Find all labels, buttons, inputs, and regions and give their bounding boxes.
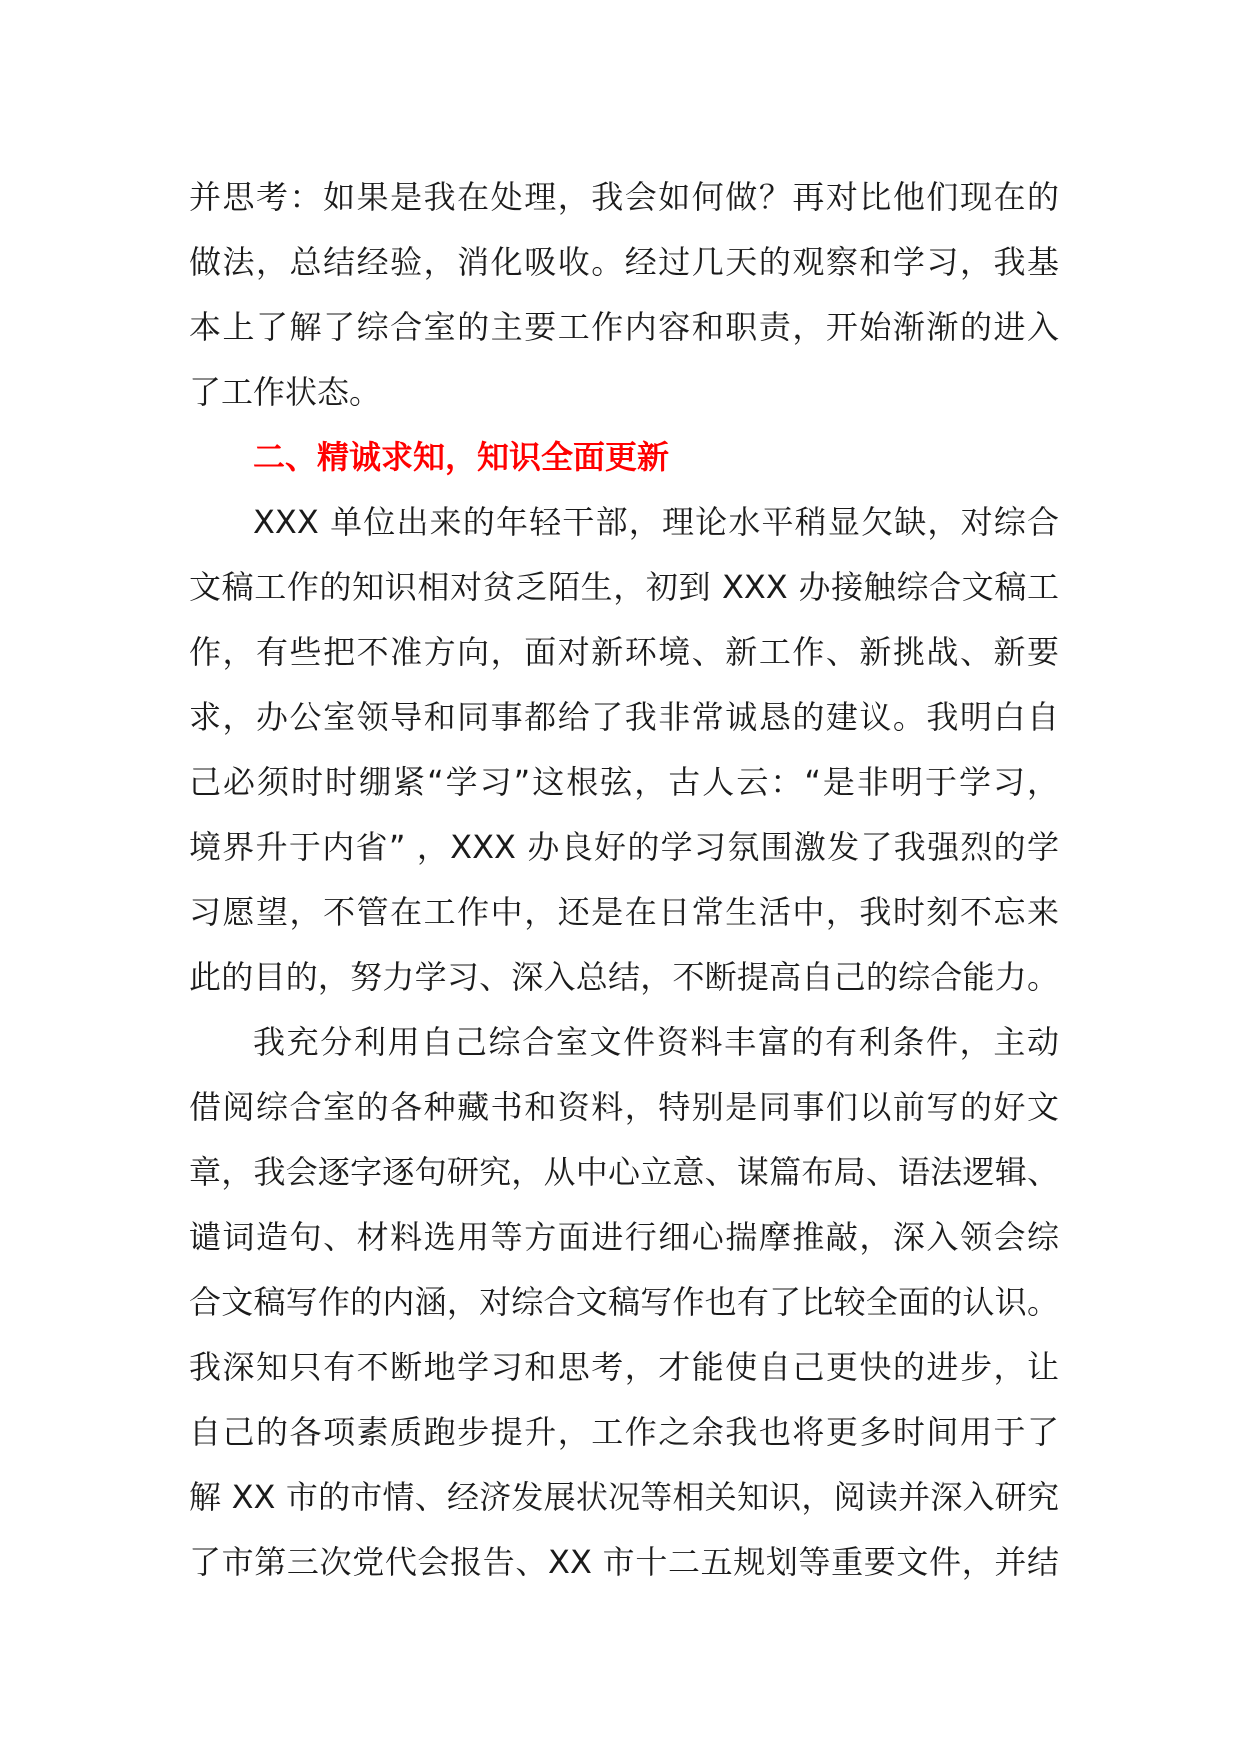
text-line: 并思考：如果是我在处理，我会如何做？再对比他们现在的 — [189, 178, 1059, 216]
text-line: 做法，总结经验，消化吸收。经过几天的观察和学习，我基 — [189, 243, 1059, 281]
text-line: 了市第三次党代会报告、XX 市十二五规划等重要文件，并结 — [189, 1543, 1059, 1581]
text-line: 作，有些把不准方向，面对新环境、新工作、新挑战、新要 — [189, 633, 1059, 671]
text-line: 章，我会逐字逐句研究，从中心立意、谋篇布局、语法逻辑、 — [189, 1153, 1059, 1191]
text-line: 谴词造句、材料选用等方面进行细心揣摩推敲，深入领会综 — [189, 1218, 1059, 1256]
text-line: 合文稿写作的内涵，对综合文稿写作也有了比较全面的认识。 — [189, 1283, 1059, 1321]
text-line: 己必须时时绷紧“学习”这根弦，古人云：“是非明于学习， — [189, 763, 1059, 801]
section-heading: 二、精诚求知，知识全面更新 — [253, 438, 670, 476]
text-line: 文稿工作的知识相对贫乏陌生，初到 XXX 办接触综合文稿工 — [189, 568, 1059, 606]
text-line: 我充分利用自己综合室文件资料丰富的有利条件，主动 — [253, 1023, 1059, 1061]
text-line: 习愿望，不管在工作中，还是在日常生活中，我时刻不忘来 — [189, 893, 1059, 931]
paragraph — [189, 165, 1059, 425]
text-line: 自己的各项素质跑步提升，工作之余我也将更多时间用于了 — [189, 1413, 1059, 1451]
text-line: 此的目的，努力学习、深入总结，不断提高自己的综合能力。 — [189, 958, 1059, 996]
text-line: XXX 单位出来的年轻干部，理论水平稍显欠缺，对综合 — [253, 503, 1059, 541]
text-line: 借阅综合室的各种藏书和资料，特别是同事们以前写的好文 — [189, 1088, 1059, 1126]
text-line: 境界升于内省” ，XXX 办良好的学习氛围激发了我强烈的学 — [189, 828, 1059, 866]
text-line: 求，办公室领导和同事都给了我非常诚恳的建议。我明白自 — [189, 698, 1059, 736]
text-line: 了工作状态。 — [189, 373, 382, 411]
text-line: 我深知只有不断地学习和思考，才能使自己更快的进步，让 — [189, 1348, 1059, 1386]
paragraph — [189, 1010, 1059, 1595]
text-line: 解 XX 市的市情、经济发展状况等相关知识，阅读并深入研究 — [189, 1478, 1059, 1516]
text-line: 本上了解了综合室的主要工作内容和职责，开始渐渐的进入 — [189, 308, 1059, 346]
paragraph — [189, 490, 1059, 1010]
document-body — [189, 165, 1059, 1595]
